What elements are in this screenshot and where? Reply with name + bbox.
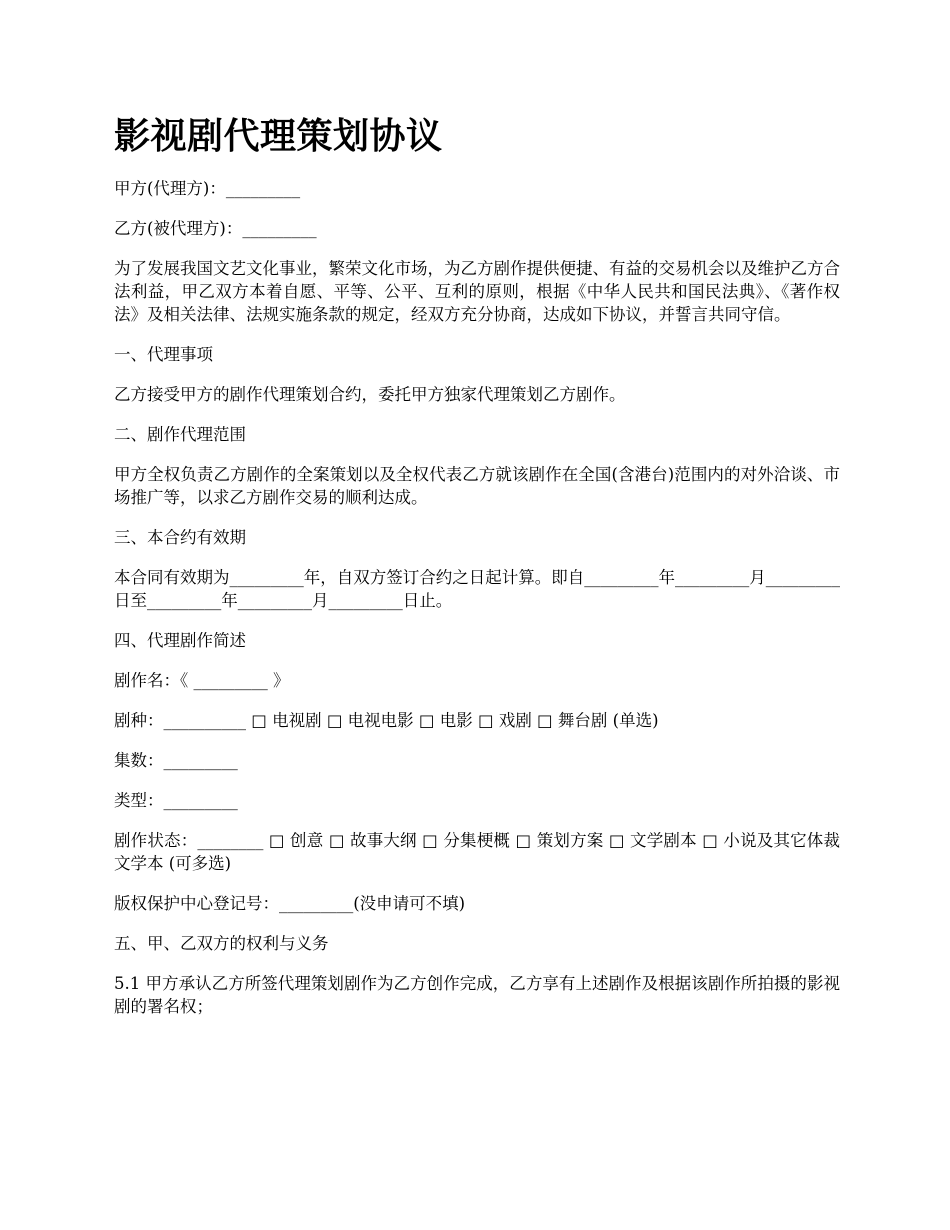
party-a-line: 甲方(代理方)：_________ [114,179,301,198]
work-type-line: 类型：_________ [114,791,238,810]
section-4-heading: 四、代理剧作简述 [114,631,246,650]
work-genre-line: 剧种：__________ □ 电视剧 □ 电视电影 □ 电影 □ 戏剧 □ 舞台剧 (单选) [114,711,659,730]
document-title: 影视剧代理策划协议 [114,115,443,157]
party-b-line: 乙方(被代理方)：_________ [114,219,317,238]
section-2-body: 甲方全权负责乙方剧作的全案策划以及全权代表乙方就该剧作在全国(含港台)范围内的对外洽谈、市场推广等，以求乙方剧作交易的顺利达成。 [114,465,840,507]
work-status-line: 剧作状态：________ □ 创意 □ 故事大纲 □ 分集梗概 □ 策划方案 □ 文学剧本 □ 小说及其它体裁文学本 (可多选) [114,831,840,873]
section-2-heading: 二、剧作代理范围 [114,425,246,444]
document-page [114,112,840,1035]
episodes-line: 集数：_________ [114,751,238,770]
clause-5-1: 5.1 甲方承认乙方所签代理策划剧作为乙方创作完成，乙方享有上述剧作及根据该剧作所拍摄的影视剧的署名权； [114,974,840,1016]
section-3-body: 本合同有效期为_________年，自双方签订合约之日起计算。即自_________年_________月_________日至_________年_________月_________日止。 [114,568,840,610]
section-5-heading: 五、甲、乙双方的权利与义务 [114,934,329,953]
copyright-number-line: 版权保护中心登记号：_________(没申请可不填) [114,894,466,913]
section-3-heading: 三、本合约有效期 [114,528,246,547]
work-name-line: 剧作名：《 _________ 》 [114,671,290,690]
preamble-paragraph: 为了发展我国文艺文化事业，繁荣文化市场，为乙方剧作提供便捷、有益的交易机会以及维护乙方合法利益，甲乙双方本着自愿、平等、公平、互利的原则，根据《中华人民共和国民法典》、《著作权法》及相关法律、法规实施条款的规定，经双方充分协商，达成如下协议，并誓言共同守信。 [114,259,840,324]
section-1-body: 乙方接受甲方的剧作代理策划合约，委托甲方独家代理策划乙方剧作。 [114,385,626,404]
section-1-heading: 一、代理事项 [114,345,213,364]
